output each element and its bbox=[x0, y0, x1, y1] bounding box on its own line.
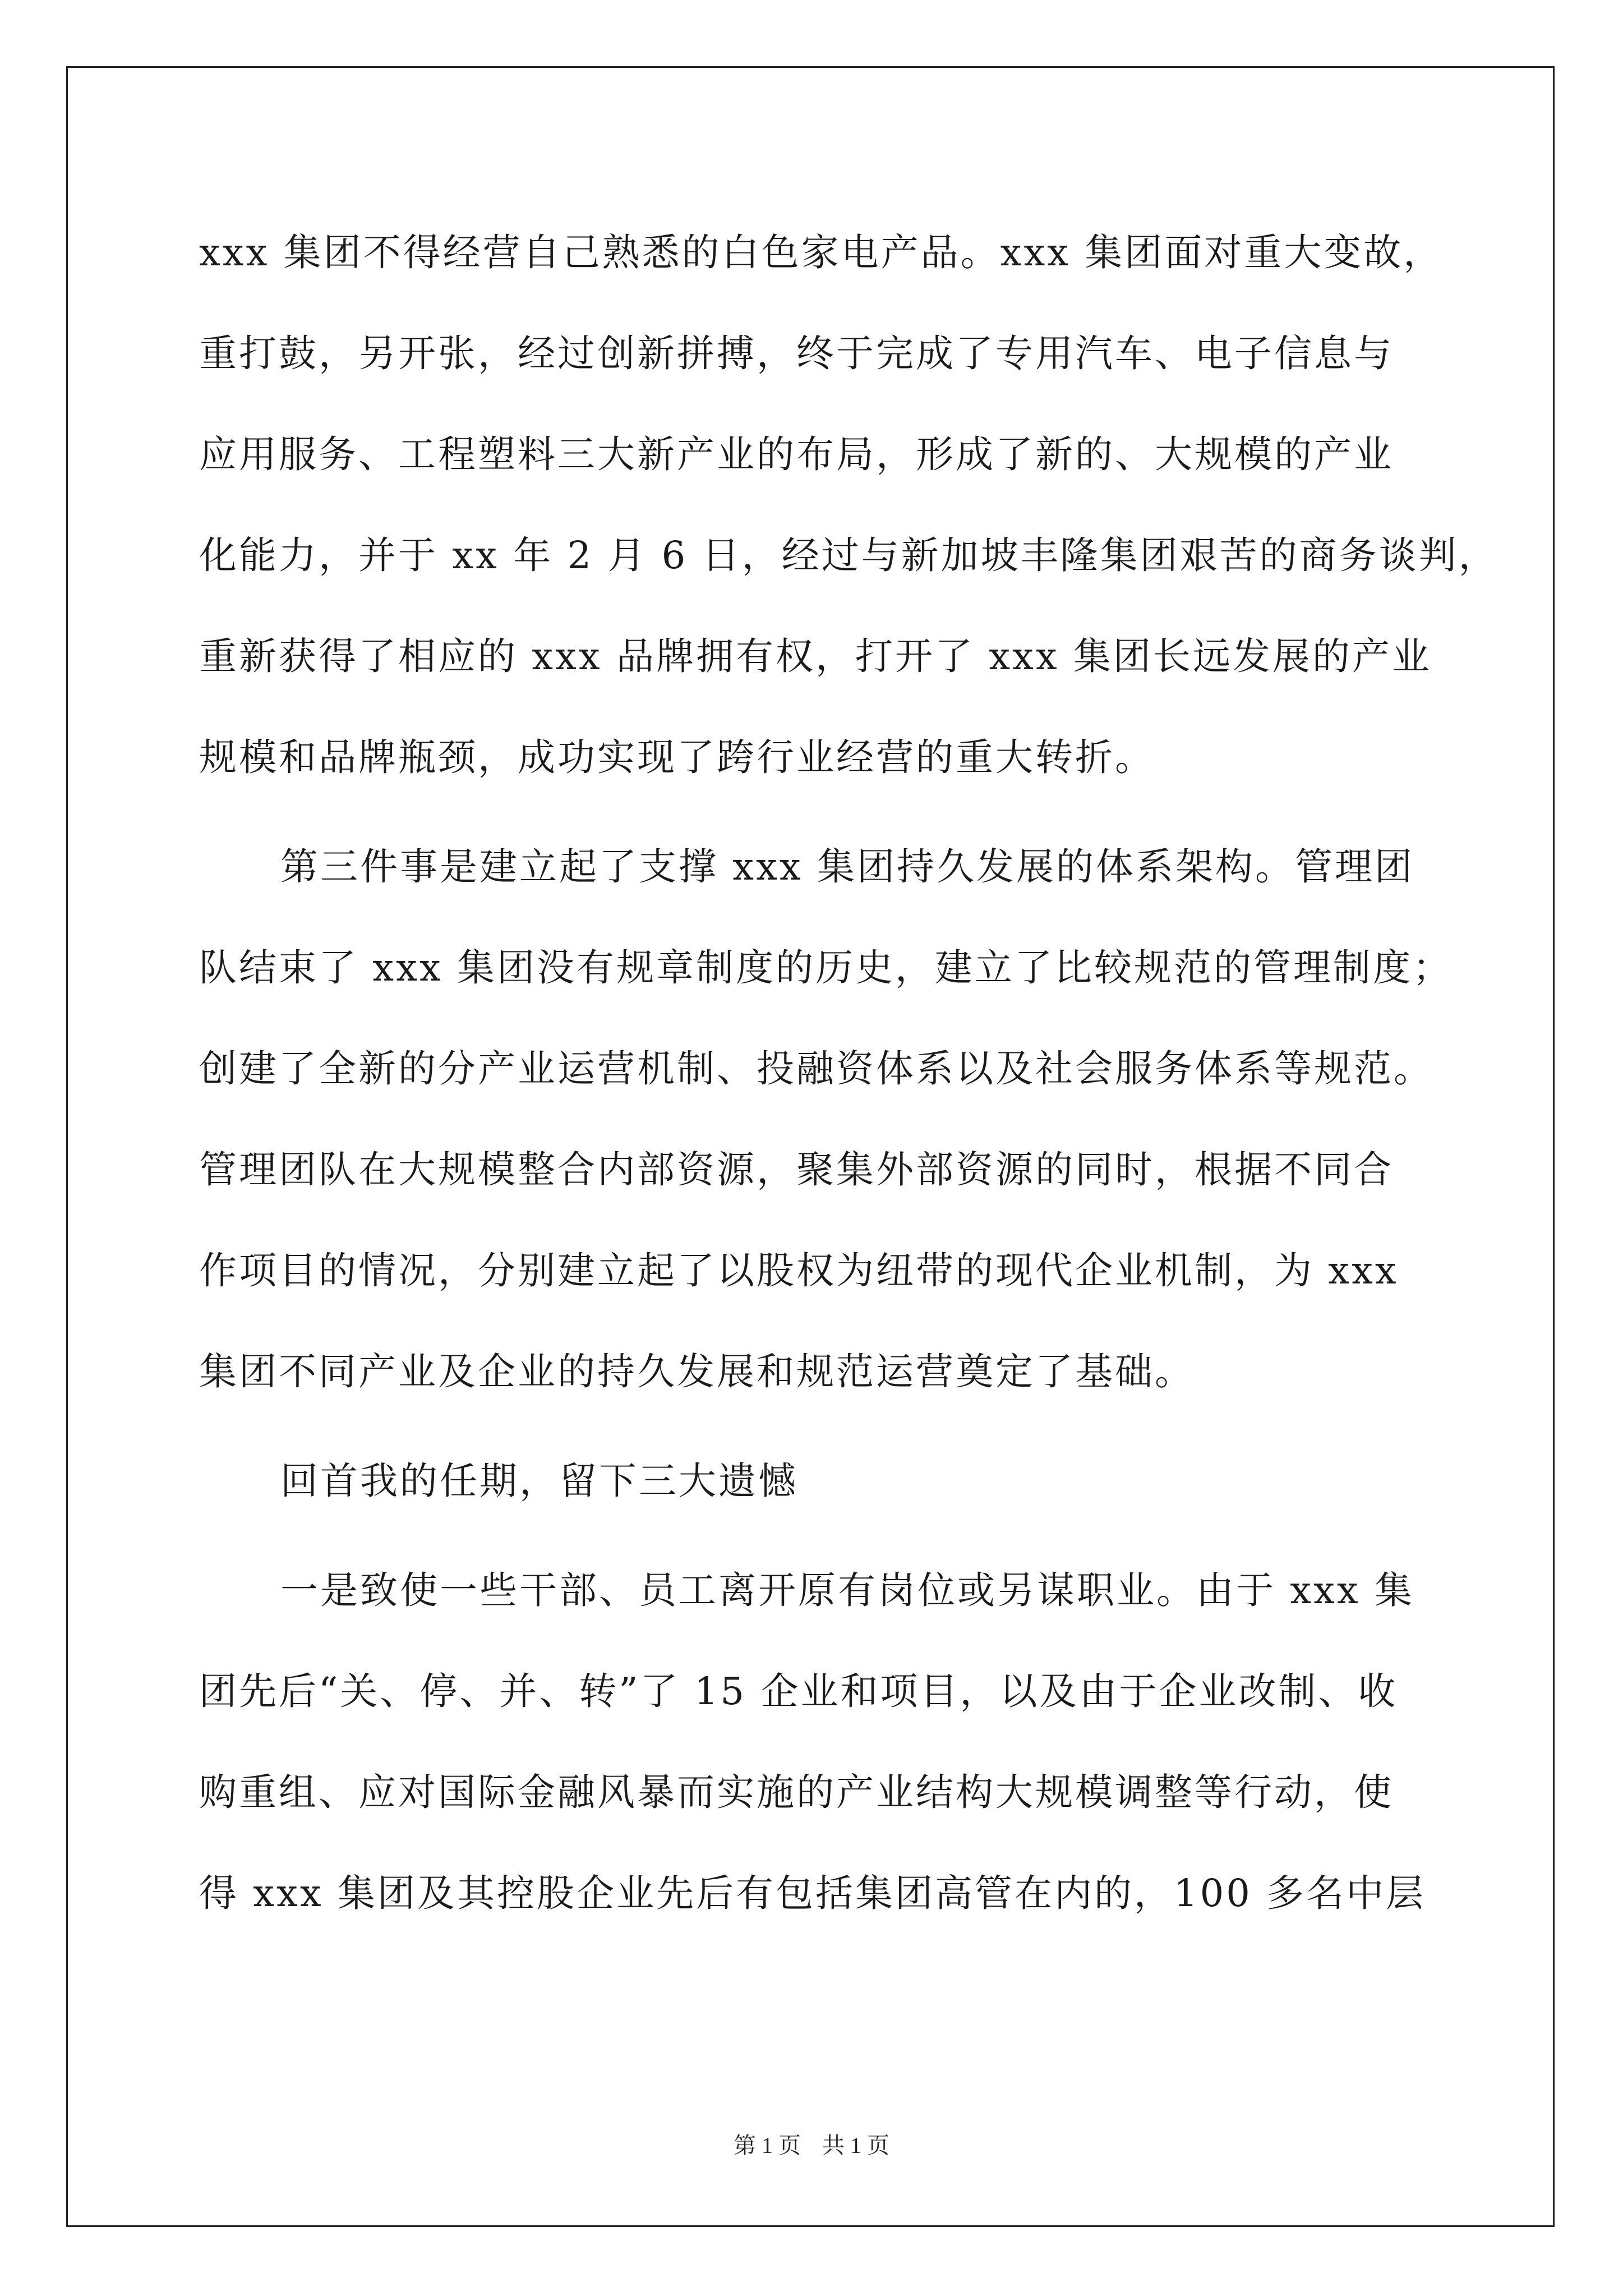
text-line-12: 集团不同产业及企业的持久发展和规范运营奠定了基础。 bbox=[199, 1350, 1195, 1393]
text-line-15: 团先后“关、停、并、转”了 15 企业和项目，以及由于企业改制、收 bbox=[199, 1669, 1398, 1713]
text-line-8: 队结束了 xxx 集团没有规章制度的历史，建立了比较规范的管理制度； bbox=[199, 946, 1453, 990]
text-line-5: 重新获得了相应的 xxx 品牌拥有权，打开了 xxx 集团长远发展的产业 bbox=[199, 634, 1432, 678]
page-number-total: 共 1 页 bbox=[822, 2133, 889, 2158]
text-line-11: 作项目的情况，分别建立起了以股权为纽带的现代企业机制，为 xxx bbox=[199, 1249, 1399, 1292]
text-line-10: 管理团队在大规模整合内部资源，聚集外部资源的同时，根据不同合 bbox=[199, 1148, 1394, 1191]
section-heading-line: 回首我的任期，留下三大遗憾 bbox=[280, 1459, 798, 1503]
text-line-7-paragraph-start: 第三件事是建立起了支撑 xxx 集团持久发展的体系架构。管理团 bbox=[280, 845, 1414, 889]
page-footer bbox=[0, 2132, 1623, 2160]
text-line-1: xxx 集团不得经营自己熟悉的白色家电产品。xxx 集团面对重大变故， bbox=[199, 231, 1444, 274]
text-line-16: 购重组、应对国际金融风暴而实施的产业结构大规模调整等行动，使 bbox=[199, 1770, 1394, 1814]
text-line-14-paragraph-start: 一是致使一些干部、员工离开原有岗位或另谋职业。由于 xxx 集 bbox=[280, 1568, 1414, 1612]
text-line-6: 规模和品牌瓶颈，成功实现了跨行业经营的重大转折。 bbox=[199, 735, 1155, 779]
text-line-2: 重打鼓，另开张，经过创新拼搏，终于完成了专用汽车、电子信息与 bbox=[199, 332, 1394, 375]
text-line-4: 化能力，并于 xx 年 2 月 6 日，经过与新加坡丰隆集团艰苦的商务谈判， bbox=[199, 533, 1498, 577]
text-line-3: 应用服务、工程塑料三大新产业的布局，形成了新的、大规模的产业 bbox=[199, 432, 1394, 476]
text-line-9: 创建了全新的分产业运营机制、投融资体系以及社会服务体系等规范。 bbox=[199, 1047, 1433, 1091]
page-number-current: 第 1 页 bbox=[734, 2133, 801, 2158]
text-line-17: 得 xxx 集团及其控股企业先后有包括集团高管在内的，100 多名中层 bbox=[199, 1871, 1426, 1915]
